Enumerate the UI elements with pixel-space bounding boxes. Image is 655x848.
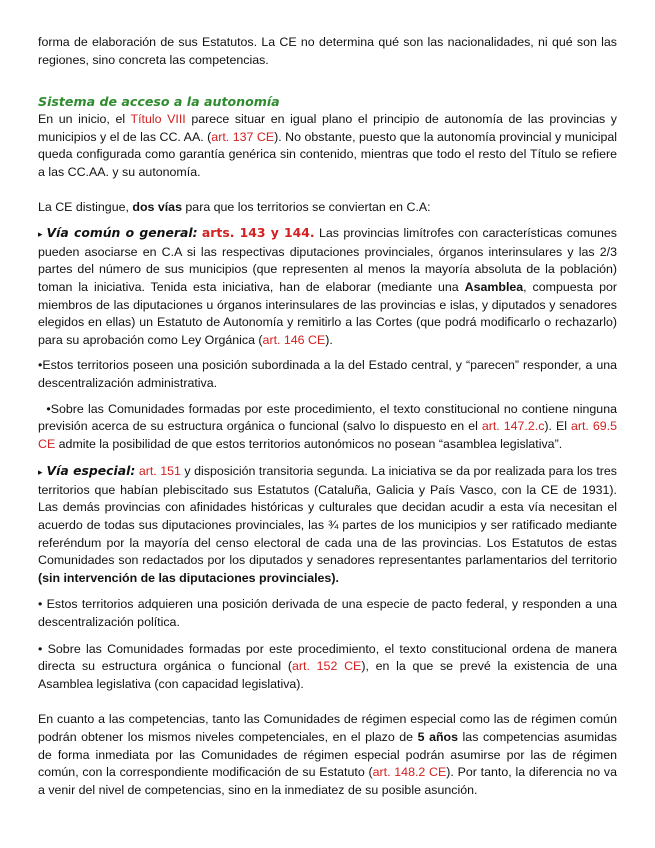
paragraph-pacto-federal [38,596,617,631]
link-titulo-viii[interactable]: Título VIII [130,112,186,127]
link-art-146[interactable]: art. 146 CE [262,332,326,347]
bold-dos-vias: dos vías [132,199,182,214]
paragraph-via-comun [38,224,617,349]
text-run: • Sobre las Comunidades formadas por este procedimiento, el texto constitucional ordena de manera directa su estructura orgánica o funcional ( [38,641,617,674]
intro-paragraph [38,34,617,69]
link-art-152[interactable]: art. 152 CE [292,659,362,674]
text-run: las competencias asumidas de forma inmediata por las Comunidades de régimen especial podrán asumirse por las de régimen común, con la correspondiente modificación de su Estatuto ( [38,730,617,780]
triangle-bullet-icon: ▸ [38,229,43,240]
link-art-148-2[interactable]: art. 148.2 CE [372,765,447,780]
intro-text: forma de elaboración de sus Estatutos. La CE no determina qué son las nacionalidades, ni qué son las regiones, sino concreta las competencias. [38,35,617,67]
text-run: •Estos territorios poseen una posición subordinada a la del Estado central, y “parecen” responder, a una descentralización administrativa. [38,358,617,390]
text-run: ). El [544,419,571,434]
link-art-69-5[interactable]: art. 69.5 CE [38,419,617,451]
bold-asamblea: Asamblea [464,279,524,294]
label-via-especial: Vía especial: [46,463,136,479]
paragraph-dos-vias [38,199,617,217]
text-run: ). No obstante, puesto que la autonomía provincial y municipal queda configurada como garantía genérica sin contenido, mientras que todo el resto del Título se refiere a las CC.AA. y su autonomía. [38,129,617,179]
link-arts-143-144[interactable]: arts. 143 y 144. [201,225,315,241]
text-run: ). [325,332,333,347]
bold-sin-intervencion: (sin intervención de las diputaciones provinciales). [38,570,339,585]
text-run: En cuanto a las competencias, tanto las Comunidades de régimen especial como las de régimen común podrán obtener los mismos niveles competenciales, en el plazo de [38,712,617,744]
text-run: Las provincias limítrofes con características comunes pueden asociarse en C.A si las respectivas diputaciones provinciales, órganos interinsulares y las 2/3 partes del número de sus municipios (que representen al menos la mayoría absoluta de la población) toman la iniciativa. Tenida esta iniciativa, han de elaborar (mediante una [38,226,617,294]
section-heading: Sistema de acceso a la autonomía [38,94,280,110]
text-run: La CE distingue, [38,199,133,214]
link-art-137[interactable]: art. 137 CE [211,129,275,144]
text-run: ), en la que se prevé la existencia de una Asamblea legislativa (con capacidad legislativa). [38,659,617,691]
link-art-151[interactable]: art. 151 [138,464,181,479]
text-run: En un inicio, el [38,112,131,127]
text-run: parece situar en igual plano el principio de autonomía de las provincias y municipios y el de las CC. AA. ( [38,112,617,144]
paragraph-subordinada [38,357,617,392]
text-run: y disposición transitoria segunda. La iniciativa se da por realizada para los tres territorios que habían plebiscitado sus Estatutos (Cataluña, Galicia y País Vasco, con la CE de 1931). Las demás provincias con afinidades históricas y culturales que decidan acudir a esta vía necesitan el acuerdo de todas sus diputaciones provinciales, las ¾ partes de los municipios y ser ratificado mediante referéndum por la mayoría del censo electoral de cada una de las provincias. Los Estatutos de estas Comunidades son redactados por los diputados y senadores representantes parlamentarios del territorio [38,464,617,568]
paragraph-estructura-comun [38,401,621,454]
text-run: •Sobre las Comunidades formadas por este procedimiento, el texto constitucional no contiene ninguna previsión acerca de su estructura orgánica o funcional (salvo lo dispuesto en el [38,401,621,434]
paragraph-via-especial [38,462,617,587]
text-run: para que los territorios se conviertan en C.A: [181,199,431,214]
paragraph-estructura-especial [38,641,617,694]
text-run: ). Por tanto, la diferencia no va a venir del nivel de competencias, sino en la inmediatez de su posible asunción. [38,765,617,797]
text-run: , compuesta por miembros de las diputaciones u órganos interinsulares de las provincias e islas, y diputados y senadores elegidos en ellas) un Estatuto de Autonomía y remitirlo a las Cortes (que podrá modificarlo o rechazarlo) para su aprobación como Ley Orgánica ( [38,279,617,347]
link-art-147-2-c[interactable]: art. 147.2.c [481,419,545,434]
text-run: admite la posibilidad de que estos territorios autonómicos no posean “asamblea legislativa”. [55,436,563,451]
text-run: • Estos territorios adquieren una posición derivada de una especie de pacto federal, y responden a una descentralización política. [38,597,617,630]
triangle-bullet-icon: ▸ [38,467,43,478]
paragraph-titulo-viii [38,111,617,181]
paragraph-competencias [38,711,617,799]
bold-5-anos: 5 años [417,730,458,744]
label-via-comun: Vía común o general: [46,225,198,241]
